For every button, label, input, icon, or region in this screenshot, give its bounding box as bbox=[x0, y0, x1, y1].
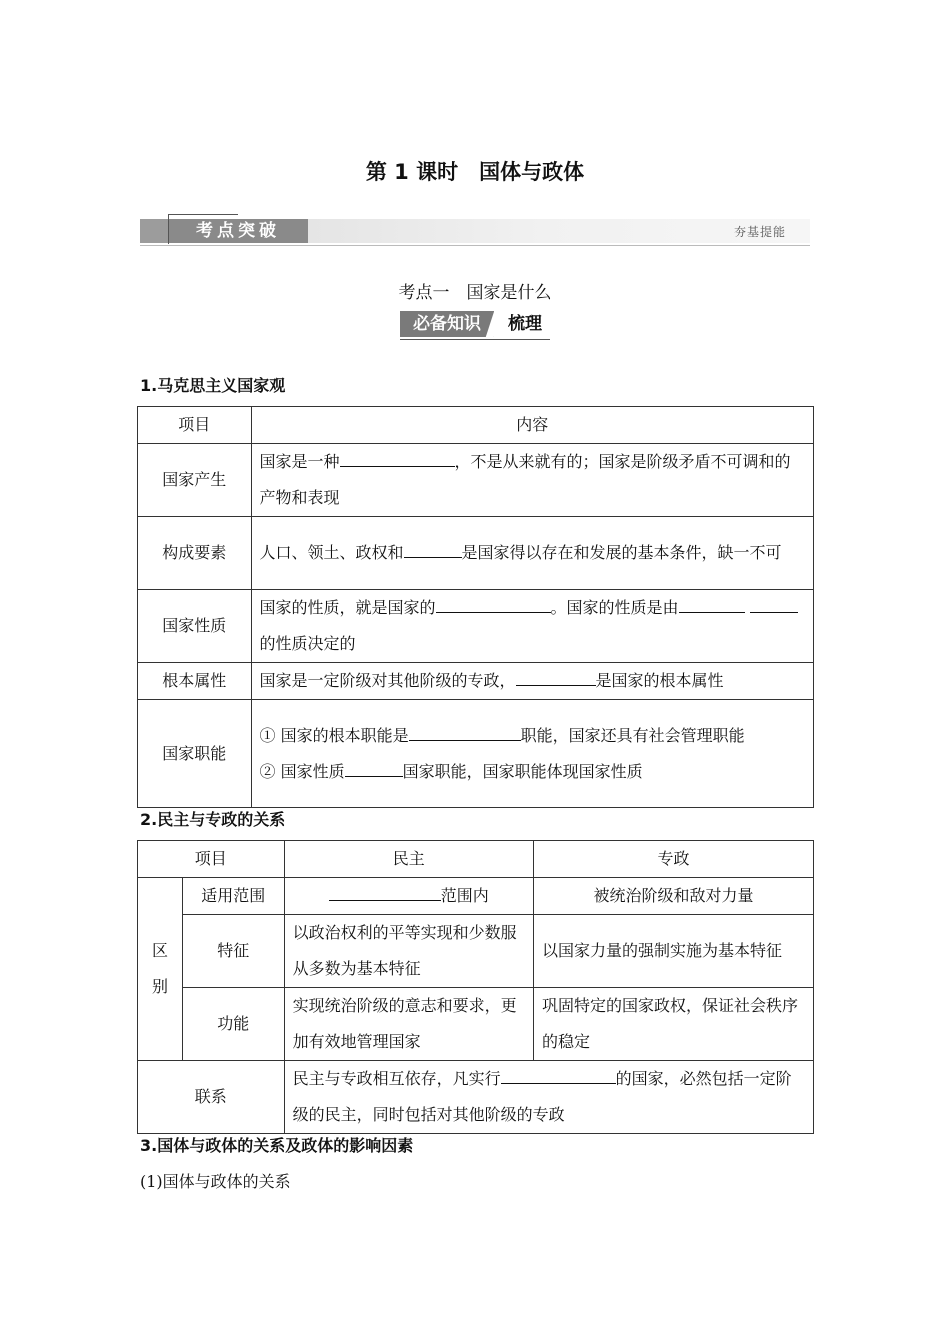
row-item: 构成要素 bbox=[138, 517, 252, 590]
state-view-table bbox=[137, 406, 814, 808]
table-header: 项目 bbox=[138, 407, 252, 444]
fill-blank bbox=[340, 446, 455, 467]
knowledge-badge bbox=[400, 311, 550, 339]
group-label: 区别 bbox=[138, 878, 183, 1061]
row-item: 特征 bbox=[182, 915, 284, 988]
row-content: 范围内 bbox=[284, 878, 533, 915]
table-header: 内容 bbox=[251, 407, 814, 444]
section3-subtitle: (1)国体与政体的关系 bbox=[140, 1172, 291, 1191]
row-content: 以政治权利的平等实现和少数服从多数为基本特征 bbox=[284, 915, 533, 988]
fill-blank bbox=[679, 592, 745, 613]
banner-right-label: 夯基提能 bbox=[733, 225, 786, 239]
fill-blank bbox=[750, 592, 798, 613]
row-item: 根本属性 bbox=[138, 663, 252, 700]
row-item: 国家职能 bbox=[138, 700, 252, 808]
row-content: 实现统治阶级的意志和要求，更加有效地管理国家 bbox=[284, 988, 533, 1061]
page-title: 第 1 课时 国体与政体 bbox=[365, 160, 585, 184]
fill-blank bbox=[404, 537, 462, 558]
row-content: 民主与专政相互依存，凡实行 的国家，必然包括一定阶级的民主，同时包括对其他阶级的专政 bbox=[284, 1061, 813, 1134]
row-item: 国家产生 bbox=[138, 444, 252, 517]
fill-blank bbox=[345, 756, 403, 777]
row-item: 联系 bbox=[138, 1061, 285, 1134]
fill-blank bbox=[516, 665, 596, 686]
row-content: 人口、领土、政权和 是国家得以存在和发展的基本条件，缺一不可 bbox=[251, 517, 814, 590]
row-content: 被统治阶级和敌对力量 bbox=[534, 878, 814, 915]
badge-right: 梳理 bbox=[508, 314, 542, 334]
row-item: 国家性质 bbox=[138, 590, 252, 663]
democracy-dictatorship-table bbox=[137, 840, 814, 1134]
section1-title: 1.马克思主义国家观 bbox=[140, 376, 286, 395]
row-content: 巩固特定的国家政权，保证社会秩序的稳定 bbox=[534, 988, 814, 1061]
fill-blank bbox=[501, 1063, 616, 1084]
row-content: ① 国家的根本职能是 职能，国家还具有社会管理职能 ② 国家性质 国家职能，国家职能体现国家性质 bbox=[251, 700, 814, 808]
fill-blank bbox=[329, 880, 441, 901]
row-content: 以国家力量的强制实施为基本特征 bbox=[534, 915, 814, 988]
row-content: 国家是一定阶级对其他阶级的专政， 是国家的根本属性 bbox=[251, 663, 814, 700]
row-item: 功能 bbox=[182, 988, 284, 1061]
badge-left: 必备知识 bbox=[400, 311, 494, 337]
section3-title: 3.国体与政体的关系及政体的影响因素 bbox=[140, 1136, 414, 1155]
fill-blank bbox=[436, 592, 551, 613]
section2-title: 2.民主与专政的关系 bbox=[140, 810, 286, 829]
table-header: 项目 bbox=[138, 841, 285, 878]
row-content: 国家是一种 ，不是从来就有的；国家是阶级矛盾不可调和的产物和表现 bbox=[251, 444, 814, 517]
topic-heading: 考点一 国家是什么 bbox=[398, 283, 552, 303]
fill-blank bbox=[409, 720, 521, 741]
table-header: 专政 bbox=[534, 841, 814, 878]
row-content: 国家的性质，就是国家的 。国家的性质是由 的性质决定的 bbox=[251, 590, 814, 663]
section-banner bbox=[140, 214, 810, 246]
banner-left-label: 考点突破 bbox=[168, 219, 308, 243]
row-item: 适用范围 bbox=[182, 878, 284, 915]
table-header: 民主 bbox=[284, 841, 533, 878]
